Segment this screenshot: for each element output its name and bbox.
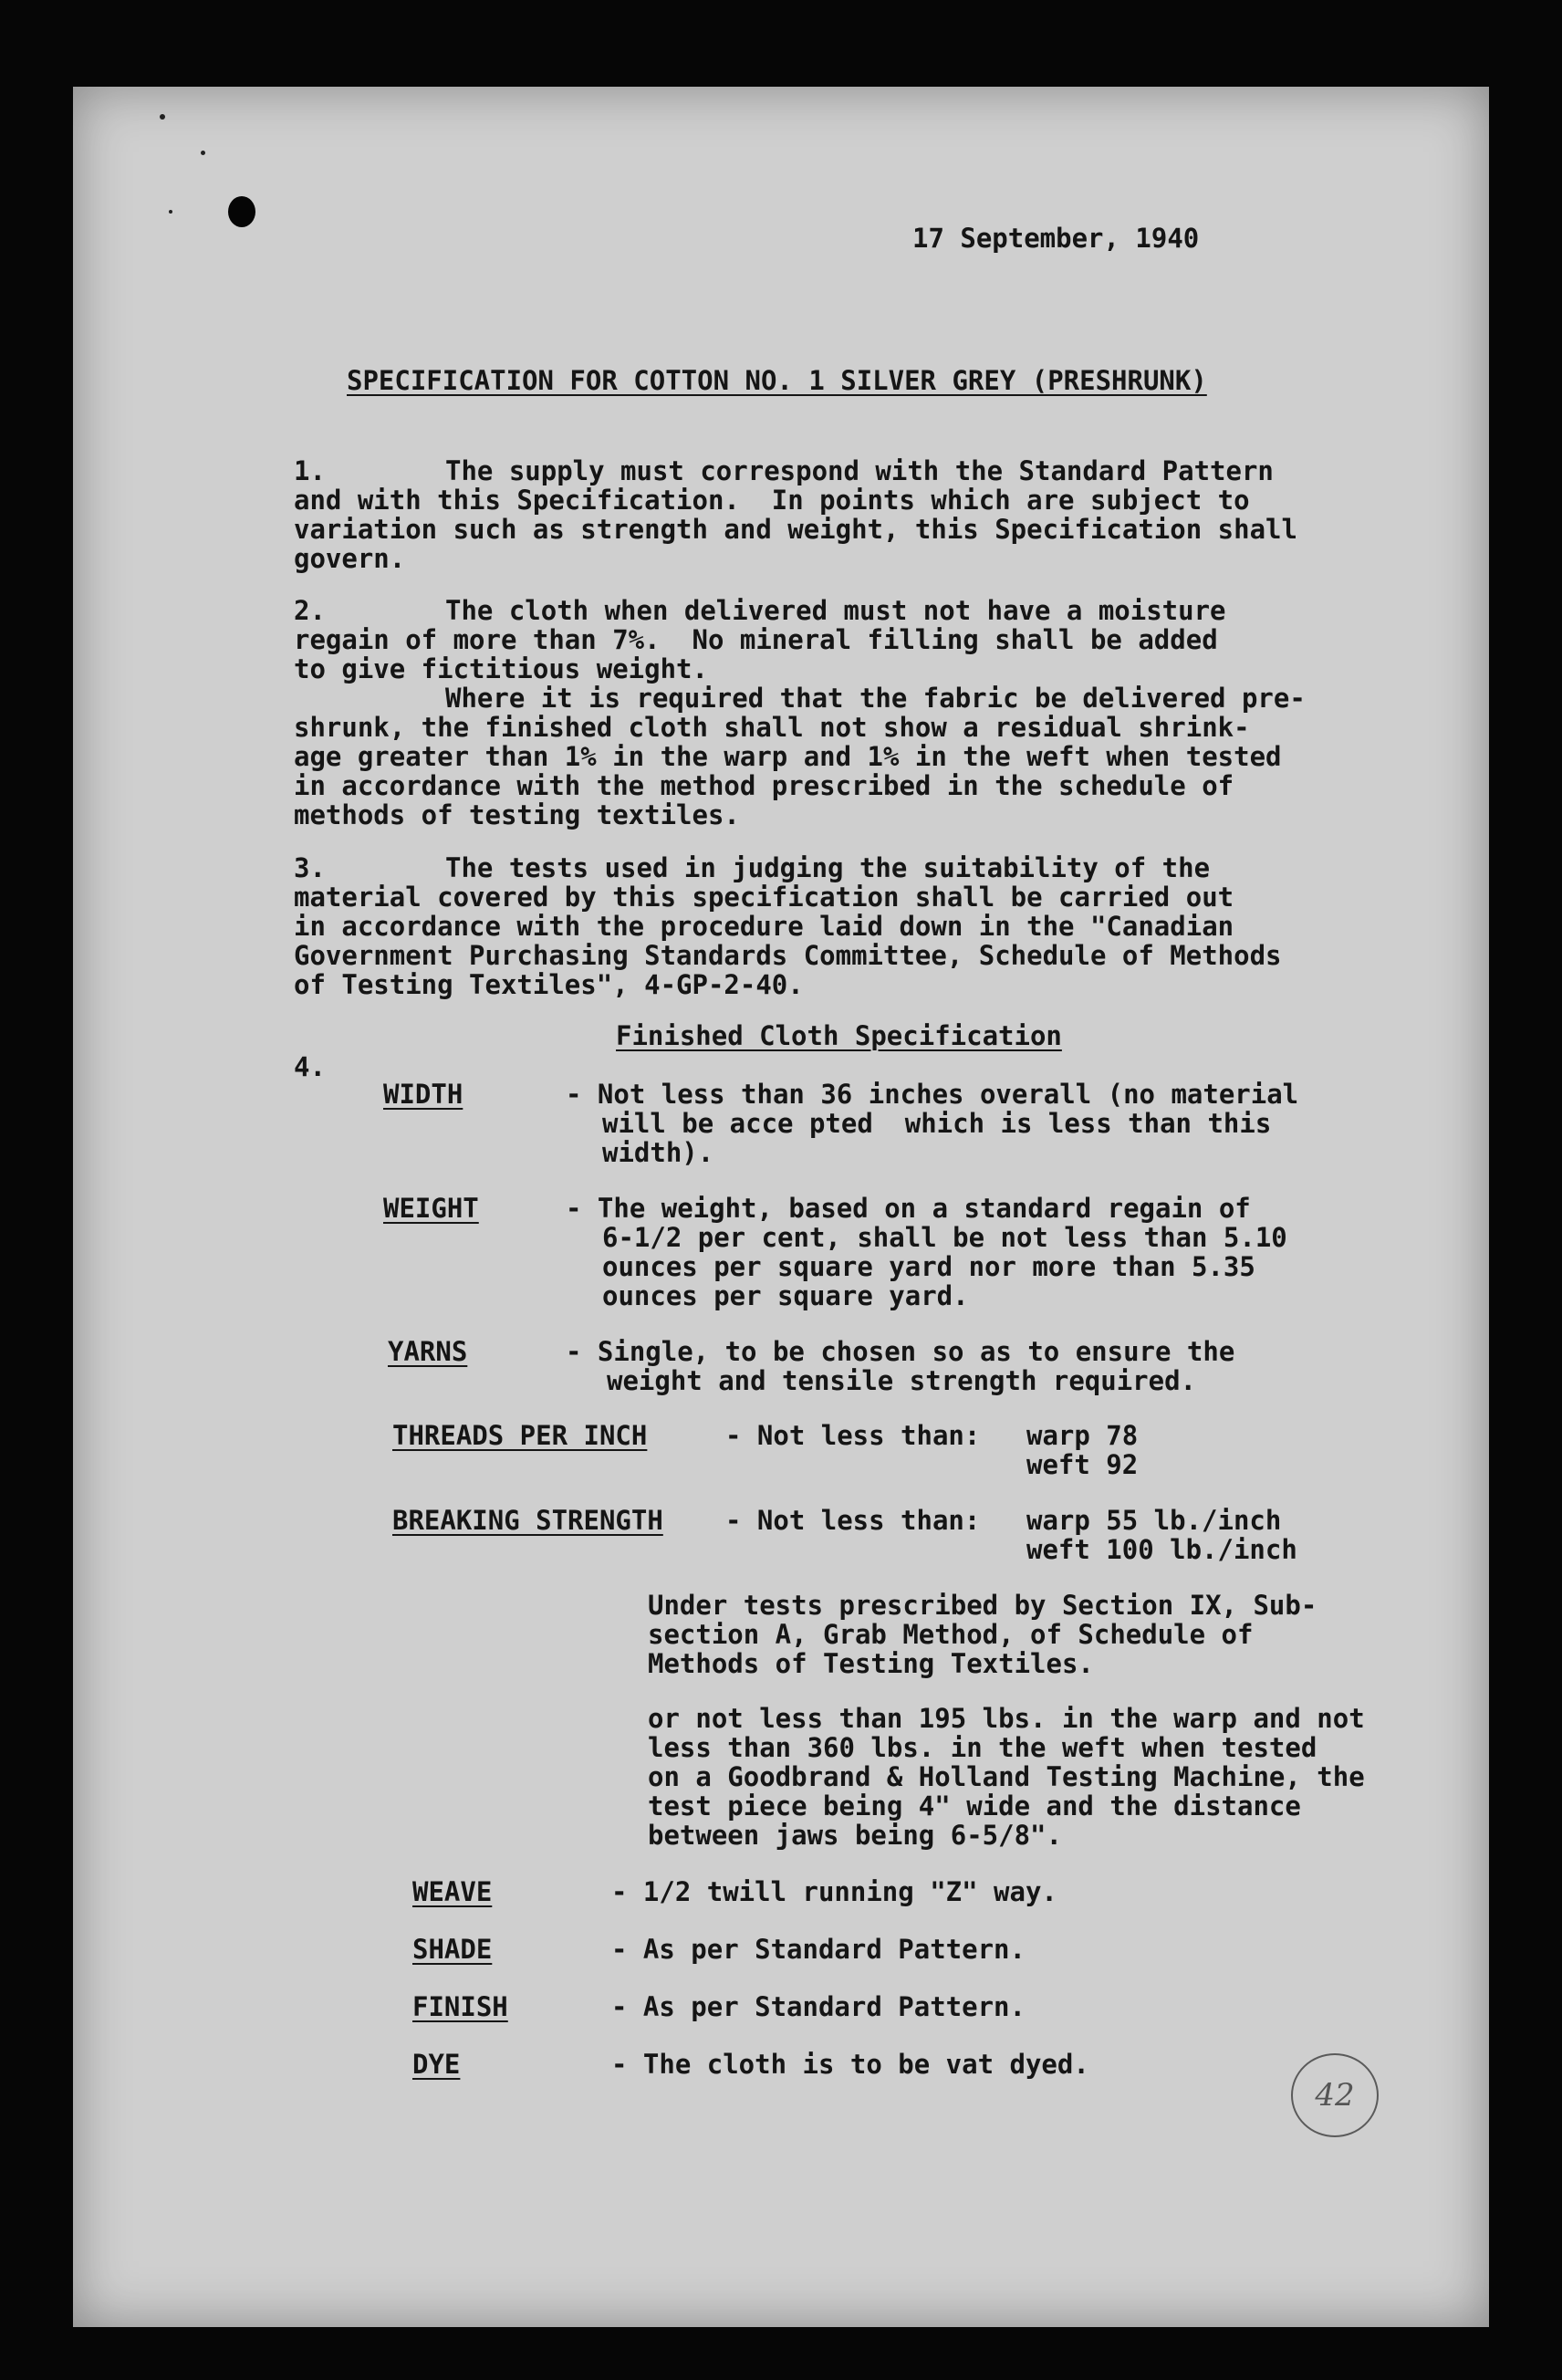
para2-line: age greater than 1% in the warp and 1% in the weft when tested — [294, 741, 1282, 772]
para2-number: 2. — [294, 595, 326, 626]
breaking-note2-line: between jaws being 6-5/8". — [648, 1820, 1062, 1851]
shade-text: - As per Standard Pattern. — [611, 1934, 1026, 1965]
para1-line: govern. — [294, 543, 406, 574]
speck — [160, 114, 165, 120]
breaking-note1-line: Under tests prescribed by Section IX, Sub- — [648, 1590, 1317, 1621]
threads-warp: warp 78 — [1026, 1420, 1139, 1451]
yarns-line: - Single, to be chosen so as to ensure the — [566, 1336, 1235, 1367]
para1-number: 1. — [294, 455, 326, 486]
weight-line: ounces per square yard nor more than 5.35 — [602, 1251, 1255, 1282]
para2-line: in accordance with the method prescribed in the schedule of — [294, 770, 1234, 801]
threads-weft: weft 92 — [1026, 1449, 1139, 1480]
para1-line: variation such as strength and weight, this Specification shall — [294, 514, 1297, 545]
dye-label: DYE — [412, 2049, 461, 2080]
breaking-note1-line: Methods of Testing Textiles. — [648, 1648, 1094, 1679]
weight-line: ounces per square yard. — [602, 1280, 969, 1311]
finish-text: - As per Standard Pattern. — [611, 1991, 1026, 2022]
weave-text: - 1/2 twill running "Z" way. — [611, 1876, 1057, 1907]
width-label: WIDTH — [383, 1079, 463, 1110]
para2-line: to give fictitious weight. — [294, 653, 708, 684]
para1-line: The supply must correspond with the Standard Pattern — [445, 455, 1274, 486]
breaking-note2-line: on a Goodbrand & Holland Testing Machine, the — [648, 1761, 1365, 1792]
weave-label: WEAVE — [412, 1876, 493, 1907]
yarns-line: weight and tensile strength required. — [607, 1365, 1197, 1396]
para2-line: regain of more than 7%. No mineral filling shall be added — [294, 624, 1218, 655]
section-heading: Finished Cloth Specification — [616, 1020, 1062, 1051]
width-line: will be acce pted which is less than this — [602, 1108, 1272, 1139]
document-page — [73, 87, 1489, 2327]
weight-label: WEIGHT — [383, 1193, 479, 1224]
page-title: SPECIFICATION FOR COTTON NO. 1 SILVER GREY (PRESHRUNK) — [347, 365, 1207, 396]
speck — [201, 151, 205, 155]
para3-number: 3. — [294, 852, 326, 883]
shade-label: SHADE — [412, 1934, 493, 1965]
width-line: width). — [602, 1137, 714, 1168]
breaking-note2-line: less than 360 lbs. in the weft when tested — [648, 1732, 1317, 1763]
breaking-warp: warp 55 lb./inch — [1026, 1505, 1282, 1536]
yarns-label: YARNS — [388, 1336, 468, 1367]
breaking-note2-line: test piece being 4" wide and the distance — [648, 1790, 1301, 1822]
para3-line: of Testing Textiles", 4-GP-2-40. — [294, 969, 804, 1000]
para2-line: methods of testing textiles. — [294, 799, 740, 830]
threads-label: THREADS PER INCH — [392, 1420, 648, 1451]
date: 17 September, 1940 — [912, 223, 1200, 254]
stamp-number: 42 — [1315, 2077, 1355, 2114]
para1-line: and with this Specification. In points which are subject to — [294, 485, 1250, 516]
threads-text: - Not less than: — [725, 1420, 981, 1451]
para3-line: The tests used in judging the suitability of the — [445, 852, 1211, 883]
para3-line: material covered by this specification shall be carried out — [294, 882, 1234, 913]
para3-line: in accordance with the procedure laid down in the "Canadian — [294, 911, 1234, 942]
width-line: - Not less than 36 inches overall (no material — [566, 1079, 1299, 1110]
para2-line: Where it is required that the fabric be delivered pre- — [445, 683, 1306, 714]
punch-hole — [228, 196, 255, 227]
para2-line: shrunk, the finished cloth shall not show a residual shrink- — [294, 712, 1250, 743]
weight-line: - The weight, based on a standard regain of — [566, 1193, 1251, 1224]
breaking-label: BREAKING STRENGTH — [392, 1505, 663, 1536]
finish-label: FINISH — [412, 1991, 508, 2022]
breaking-text: - Not less than: — [725, 1505, 981, 1536]
para4-number: 4. — [294, 1051, 326, 1082]
para2-line: The cloth when delivered must not have a moisture — [445, 595, 1226, 626]
breaking-note2-line: or not less than 195 lbs. in the warp and not — [648, 1703, 1365, 1734]
breaking-note1-line: section A, Grab Method, of Schedule of — [648, 1619, 1254, 1650]
page-number-stamp — [1291, 2053, 1379, 2137]
breaking-weft: weft 100 lb./inch — [1026, 1534, 1297, 1565]
dye-text: - The cloth is to be vat dyed. — [611, 2049, 1089, 2080]
weight-line: 6-1/2 per cent, shall be not less than 5.10 — [602, 1222, 1287, 1253]
para3-line: Government Purchasing Standards Committee, Schedule of Methods — [294, 940, 1282, 971]
speck — [169, 210, 172, 214]
